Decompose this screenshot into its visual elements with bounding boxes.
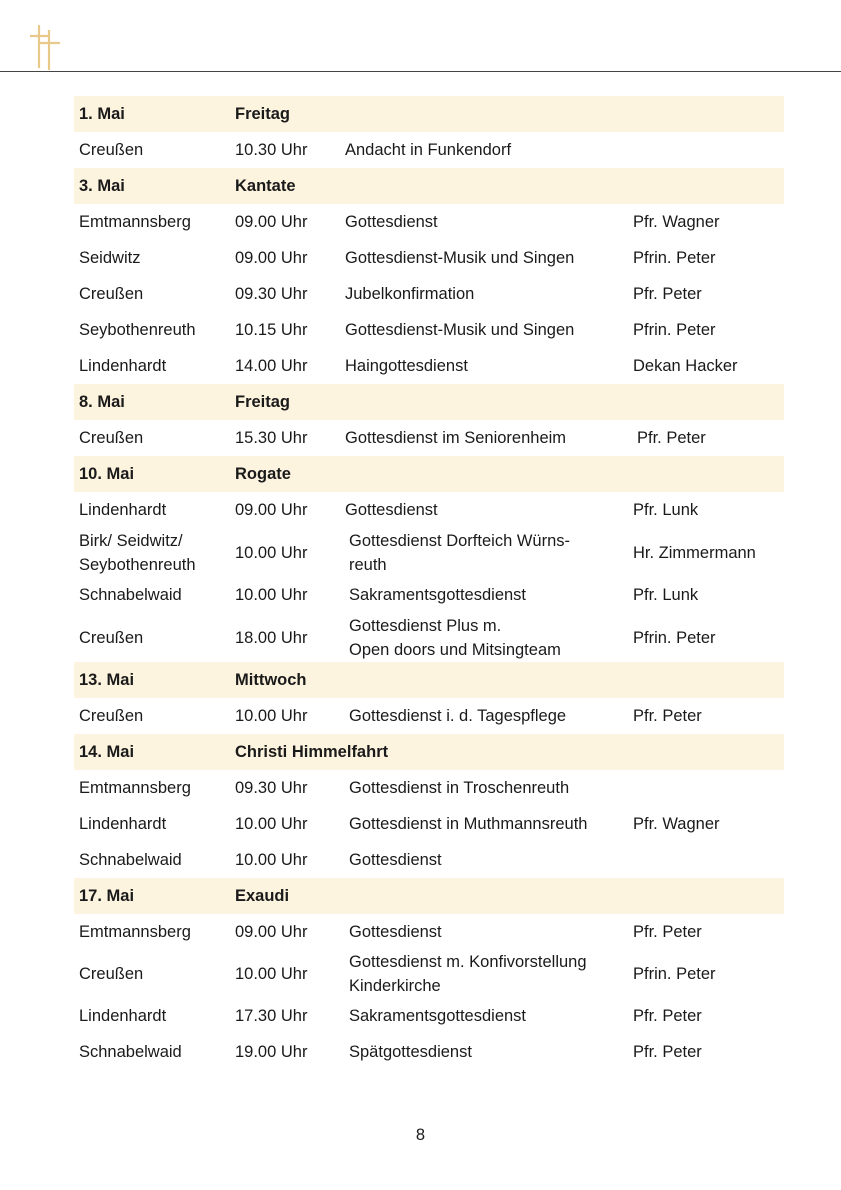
- service-event: Gottesdienst im Seniorenheim: [345, 429, 567, 447]
- service-time: 10.15 Uhr: [235, 321, 308, 339]
- day-header-row: [74, 734, 784, 770]
- service-row: [74, 698, 784, 734]
- service-place: Creußen: [79, 429, 144, 447]
- day-date: 17. Mai: [79, 887, 135, 905]
- service-row: [74, 276, 784, 312]
- service-event: Gottesdienst-Musik und Singen: [345, 321, 575, 339]
- service-row: [74, 204, 784, 240]
- day-name: Mittwoch: [235, 671, 307, 689]
- service-row: [74, 577, 784, 613]
- service-place: Creußen: [79, 628, 144, 647]
- service-place: Creußen: [79, 285, 144, 303]
- service-place: Emtmannsberg: [79, 213, 191, 231]
- service-place: Lindenhardt: [79, 357, 167, 375]
- day-date: 1. Mai: [79, 105, 125, 123]
- service-event-line: reuth: [349, 555, 387, 574]
- service-event: Andacht in Funkendorf: [345, 141, 512, 159]
- service-event: Sakramentsgottesdienst: [349, 1007, 527, 1025]
- service-time: 09.00 Uhr: [235, 501, 308, 519]
- day-date: 14. Mai: [79, 743, 135, 761]
- service-row: [74, 950, 784, 998]
- service-place: Seidwitz: [79, 249, 141, 267]
- service-minister: Pfr. Lunk: [633, 501, 699, 519]
- service-event: Sakramentsgottesdienst: [349, 586, 527, 604]
- service-row: [74, 240, 784, 276]
- service-event-line: Kinderkirche: [349, 977, 441, 995]
- page-number: 8: [415, 1126, 426, 1144]
- service-time: 18.00 Uhr: [235, 628, 308, 647]
- service-place: Creußen: [79, 141, 144, 159]
- service-minister: Pfr. Peter: [633, 1007, 702, 1025]
- service-minister: Pfr. Lunk: [633, 586, 699, 604]
- service-place: [74, 529, 230, 577]
- day-name: Christi Himmelfahrt: [235, 743, 389, 761]
- service-time: 09.00 Uhr: [235, 923, 308, 941]
- day-header-row: [74, 456, 784, 492]
- service-place: Schnabelwaid: [79, 851, 182, 869]
- service-event: Gottesdienst in Muthmannsreuth: [349, 815, 588, 833]
- service-row: [74, 132, 784, 168]
- service-time: 10.00 Uhr: [235, 586, 308, 604]
- day-name: Kantate: [235, 177, 296, 195]
- service-place: Seybothenreuth: [79, 321, 196, 339]
- service-row: [74, 492, 784, 528]
- service-minister: Pfr. Peter: [633, 923, 702, 941]
- service-place: Lindenhardt: [79, 815, 167, 833]
- day-name: Freitag: [235, 105, 291, 123]
- header-rule: [0, 71, 841, 72]
- service-place: Emtmannsberg: [79, 779, 191, 797]
- service-event: Gottesdienst i. d. Tagespflege: [349, 707, 567, 725]
- service-place: Creußen: [79, 965, 144, 983]
- service-minister: Pfrin. Peter: [633, 249, 716, 267]
- service-place: Lindenhardt: [79, 501, 167, 519]
- double-cross-icon: [26, 22, 64, 72]
- service-time: 19.00 Uhr: [235, 1043, 308, 1061]
- service-event: Gottesdienst: [345, 213, 438, 231]
- service-time: 17.30 Uhr: [235, 1007, 308, 1025]
- service-row: [74, 914, 784, 950]
- service-time: 09.30 Uhr: [235, 779, 308, 797]
- service-time: 10.00 Uhr: [235, 965, 308, 983]
- day-name: Rogate: [235, 465, 291, 483]
- service-time: 14.00 Uhr: [235, 357, 308, 375]
- service-row: [74, 348, 784, 384]
- service-time: 10.30 Uhr: [235, 141, 308, 159]
- day-date: 3. Mai: [79, 177, 125, 195]
- service-minister: Pfr. Peter: [633, 285, 702, 303]
- service-row: [74, 613, 784, 662]
- service-place: Schnabelwaid: [79, 1043, 182, 1061]
- day-date: 10. Mai: [79, 465, 135, 483]
- service-place-line: Seybothenreuth: [79, 555, 196, 574]
- service-row: [74, 770, 784, 806]
- service-minister: Hr. Zimmermann: [633, 543, 756, 562]
- service-minister: Pfrin. Peter: [633, 321, 716, 339]
- day-date: 13. Mai: [79, 671, 135, 689]
- service-event: Gottesdienst in Troschenreuth: [349, 779, 570, 797]
- service-row: [74, 998, 784, 1034]
- service-place: Lindenhardt: [79, 1007, 167, 1025]
- service-event: Spätgottesdienst: [349, 1043, 472, 1061]
- service-time: 10.00 Uhr: [235, 815, 308, 833]
- service-place: Schnabelwaid: [79, 586, 182, 604]
- day-header-row: [74, 662, 784, 698]
- service-minister: Pfr. Peter: [633, 707, 702, 725]
- day-header-row: [74, 384, 784, 420]
- service-row: [74, 420, 784, 456]
- day-header-row: [74, 878, 784, 914]
- service-event: [340, 614, 627, 662]
- service-event-line: Gottesdienst m. Konfivorstellung: [349, 953, 587, 971]
- service-minister: Pfrin. Peter: [633, 628, 716, 647]
- service-event: [340, 950, 627, 998]
- service-event: Gottesdienst-Musik und Singen: [345, 249, 575, 267]
- service-row: [74, 842, 784, 878]
- service-event: [340, 529, 627, 577]
- service-minister: Pfr. Peter: [637, 429, 706, 447]
- service-row: [74, 806, 784, 842]
- day-name: Freitag: [235, 393, 291, 411]
- service-row: [74, 1034, 784, 1070]
- service-event-line: Open doors und Mitsingteam: [349, 640, 561, 659]
- service-time: 09.00 Uhr: [235, 249, 308, 267]
- service-minister: Pfrin. Peter: [633, 965, 716, 983]
- service-event: Gottesdienst: [349, 851, 442, 869]
- service-row: [74, 312, 784, 348]
- day-header-row: [74, 168, 784, 204]
- service-minister: Dekan Hacker: [633, 357, 738, 375]
- service-event: Gottesdienst: [345, 501, 438, 519]
- service-time: 09.00 Uhr: [235, 213, 308, 231]
- service-row: [74, 528, 784, 577]
- day-header-row: [74, 96, 784, 132]
- service-event-line: Gottesdienst Dorfteich Würns-: [349, 531, 570, 550]
- service-schedule: [74, 96, 784, 1070]
- service-time: 10.00 Uhr: [235, 707, 308, 725]
- service-event: Gottesdienst: [349, 923, 442, 941]
- service-minister: Pfr. Peter: [633, 1043, 702, 1061]
- service-event: Haingottesdienst: [345, 357, 468, 375]
- service-place-line: Birk/ Seidwitz/: [79, 531, 183, 550]
- service-place: Creußen: [79, 707, 144, 725]
- service-place: Emtmannsberg: [79, 923, 191, 941]
- service-time: 15.30 Uhr: [235, 429, 308, 447]
- service-minister: Pfr. Wagner: [633, 815, 720, 833]
- service-event: Jubelkonfirmation: [345, 285, 475, 303]
- service-time: 10.00 Uhr: [235, 543, 308, 562]
- service-event-line: Gottesdienst Plus m.: [349, 616, 502, 635]
- day-name: Exaudi: [235, 887, 290, 905]
- day-date: 8. Mai: [79, 393, 125, 411]
- service-time: 09.30 Uhr: [235, 285, 308, 303]
- service-minister: Pfr. Wagner: [633, 213, 720, 231]
- service-time: 10.00 Uhr: [235, 851, 308, 869]
